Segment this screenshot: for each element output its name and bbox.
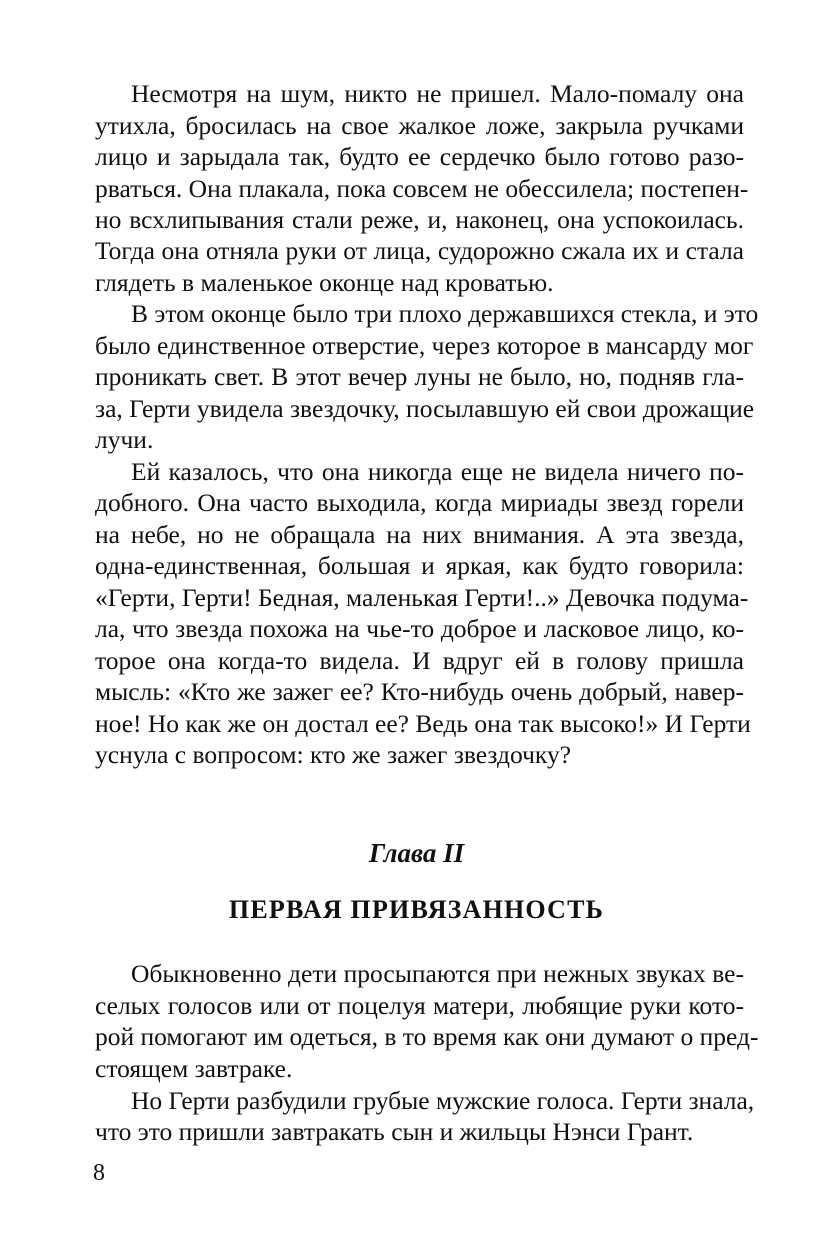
paragraph-4-line: Обыкновенно дети просыпаются при нежных звуках ве-: [131, 959, 744, 988]
paragraph-3-line: одна-единственная, большая и яркая, как будто говорила:: [95, 551, 744, 580]
paragraph-1-line: Несмотря на шум, никто не пришел. Мало-помалу она: [131, 79, 744, 108]
paragraph-4-line: рой помогают им одеться, в то время как они думают о пред-: [95, 1022, 759, 1051]
paragraph-3-line: добного. Она часто выходила, когда мириады звезд горели: [95, 488, 744, 517]
paragraph-1-line: глядеть в маленькое оконце над кроватью.: [95, 268, 554, 297]
paragraph-5-line: Но Герти разбудили грубые мужские голоса. Герти знала,: [131, 1086, 755, 1115]
page-number: 8: [93, 1160, 105, 1186]
paragraph-1-line: утихла, бросилась на свое жалкое ложе, закрыла ручками: [95, 111, 744, 140]
paragraph-3-line: ла, что звезда похожа на чье-то доброе и ласковое лицо, ко-: [95, 614, 744, 643]
paragraph-2-line: было единственное отверстие, через которое в мансарду мог: [95, 331, 754, 360]
paragraph-1-line: Тогда она отняла руки от лица, судорожно сжала их и стала: [95, 236, 744, 265]
paragraph-5-line: что это пришли завтракать сын и жильцы Нэнси Грант.: [95, 1117, 694, 1146]
paragraph-2-line: В этом оконце было три плохо державшихся стекла, и это: [131, 299, 759, 328]
paragraph-3-line: Ей казалось, что она никогда еще не видела ничего по-: [131, 457, 744, 486]
paragraph-3-line: на небе, но не обращала на них внимания. А эта звезда,: [95, 520, 744, 549]
paragraph-4-line: селых голосов или от поцелуя матери, любящие руки кото-: [95, 991, 744, 1020]
paragraph-3-line: ное! Но как же он достал ее? Ведь она так высоко!» И Герти: [95, 709, 751, 738]
paragraph-1-line: лицо и зарыдала так, будто ее сердечко было готово разо-: [95, 142, 744, 171]
chapter-number: Глава II: [368, 838, 465, 868]
paragraph-1-line: рваться. Она плакала, пока совсем не обессилела; постепен-: [95, 174, 749, 203]
paragraph-3-line: «Герти, Герти! Бедная, маленькая Герти!..» Девочка подума-: [95, 583, 749, 612]
paragraph-3-line: мысль: «Кто же зажег ее? Кто-нибудь очень добрый, навер-: [95, 677, 744, 706]
paragraph-3-line: уснула с вопросом: кто же зажег звездочку?: [95, 740, 572, 769]
paragraph-2-line: лучи.: [95, 425, 154, 454]
chapter-title: ПЕРВАЯ ПРИВЯЗАННОСТЬ: [228, 895, 605, 924]
paragraph-3-line: торое она когда-то видела. И вдруг ей в голову пришла: [95, 646, 744, 675]
paragraph-2-line: проникать свет. В этот вечер луны не было, но, подняв гла-: [95, 362, 744, 391]
paragraph-4-line: стоящем завтраке.: [95, 1054, 293, 1083]
paragraph-1-line: но всхлипывания стали реже, и, наконец, она успокоилась.: [95, 205, 744, 234]
paragraph-2-line: за, Герти увидела звездочку, посылавшую ей свои дрожащие: [95, 394, 755, 423]
